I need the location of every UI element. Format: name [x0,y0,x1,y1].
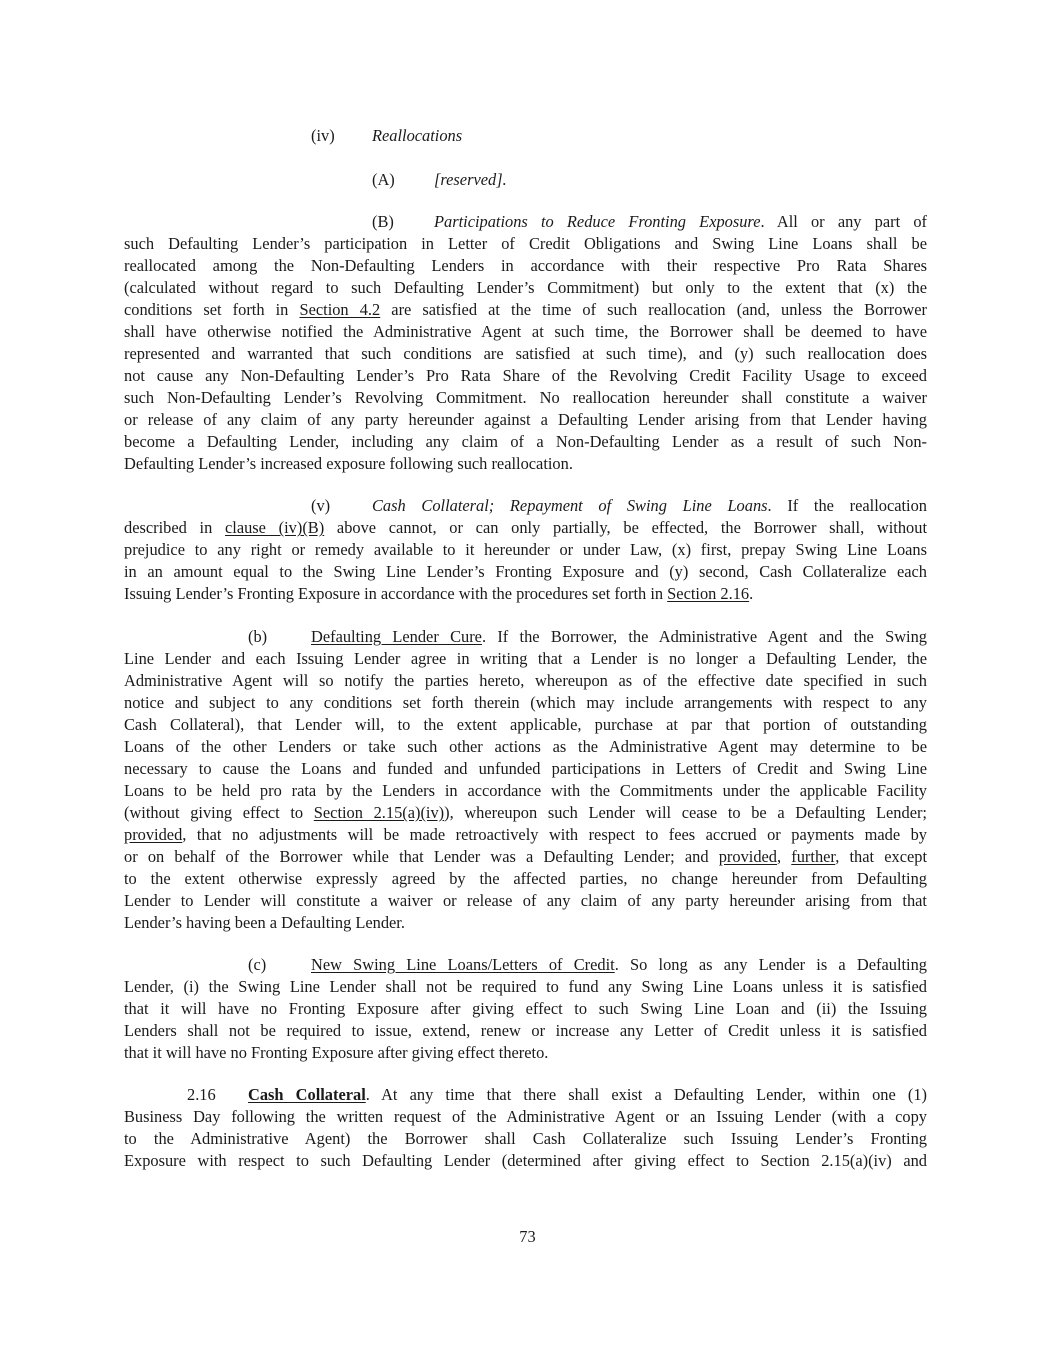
line-text: . [749,584,754,603]
paragraph-b-line-9 [124,802,927,824]
clause-text: [reserved]. [434,170,507,189]
clause-number: (c) [248,955,267,974]
line-text: conditions set forth in [124,300,300,319]
defined-term: provided [718,847,777,866]
paragraph-b-line-4: notice and subject to any conditions set forth therein (which may include arrangements with respect to any [124,693,927,712]
line-text: or on behalf of the Borrower while that Lender was a Defaulting Lender; and [124,847,719,866]
defined-term: further [791,847,836,866]
paragraph-c-line-2: Lender, (i) the Swing Line Lender shall not be required to fund any Swing Line Loans unless it is satisfied [124,977,927,996]
line-rest: . If the reallocation [767,496,927,515]
line-text: (without giving effect to [124,803,314,822]
cross-reference-link: Section 4.2 [299,300,381,319]
paragraph-b-line-7: necessary to cause the Loans and funded and unfunded participations in Letters of Credit and Swing Line [124,759,927,778]
line-text [248,1084,927,1106]
section-2-16-line-2: Business Day following the written request of the Administrative Agent or an Issuing Lender (with a copy [124,1107,927,1126]
line-text [311,954,927,976]
clause-number: (v) [311,496,331,515]
section-title: Defaulting Lender Cure [311,627,482,646]
section-title: Cash Collateral [248,1085,366,1104]
defined-term: provided [124,825,183,844]
line-text [372,495,927,517]
paragraph-v-line-2 [124,517,927,539]
paragraph-b-line-2: Line Lender and each Issuing Lender agree in writing that a Lender is no longer a Defaulting Lender, the [124,649,927,668]
line-text: above cannot, or can only partially, be effected, the Borrower shall, without [324,518,927,537]
clause-number: (b) [248,627,268,646]
paragraph-c-line-3: that it will have no Fronting Exposure after giving effect to such Swing Line Loan and (ii) the Issuing [124,999,927,1018]
line-rest: . If the Borrower, the Administrative Agent and the Swing [481,627,927,646]
paragraph-B-line-3: reallocated among the Non-Defaulting Lenders in accordance with their respective Pro Rata Shares [124,256,927,275]
line-text: , that no adjustments will be made retroactively with respect to fees accrued or payments made by [182,825,927,844]
line-text: , that except [835,847,928,866]
paragraph-B-line-2: such Defaulting Lender’s participation in Letter of Credit Obligations and Swing Line Loans shall be [124,234,927,253]
clause-number: (B) [372,212,394,231]
paragraph-v-line-4: in an amount equal to the Swing Line Lender’s Fronting Exposure and (y) second, Cash Collateralize each [124,562,927,581]
paragraph-b-line-3: Administrative Agent will so notify the parties hereto, whereupon as of the effective date specified in such [124,671,927,690]
paragraph-B-line-6: shall have otherwise notified the Administrative Agent at such time, the Borrower shall be deemed to have [124,322,927,341]
paragraph-c-line-5: that it will have no Fronting Exposure after giving effect thereto. [124,1043,549,1062]
paragraph-v-line-3: prejudice to any right or remedy available to it hereunder or under Law, (x) first, prepay Swing Line Loans [124,540,927,559]
page-number: 73 [519,1227,536,1246]
paragraph-B-line-8: not cause any Non-Defaulting Lender’s Pro Rata Share of the Revolving Credit Facility Usage to exceed [124,366,927,385]
line-text: ), whereupon such Lender will cease to be a Defaulting Lender; [444,803,927,822]
section-2-16-line-3: to the Administrative Agent) the Borrower shall Cash Collateralize such Issuing Lender’s Fronting [124,1129,927,1148]
paragraph-v-line-5 [124,583,927,605]
line-text: , [777,847,792,866]
paragraph-B-line-10: or release of any claim of any party hereunder against a Defaulting Lender arising from that Lender having [124,410,927,429]
line-text [434,211,927,233]
line-text: described in [124,518,225,537]
paragraph-b-line-10 [124,824,927,846]
clause-title: Reallocations [372,126,463,145]
paragraph-B-line-9: such Non-Defaulting Lender’s Revolving Commitment. No reallocation hereunder shall constitute a waiver [124,388,927,407]
paragraph-B-line-4: (calculated without regard to such Defaulting Lender’s Commitment) but only to the extent that (x) the [124,278,927,297]
line-text: are satisfied at the time of such reallocation (and, unless the Borrower [380,300,927,319]
section-title: New Swing Line Loans/Letters of Credit [311,955,615,974]
clause-title: Cash Collateral; Repayment of Swing Line Loans [372,496,768,515]
paragraph-b-line-8: Loans to be held pro rata by the Lenders in accordance with the Commitments under the applicable Facility [124,781,927,800]
section-number: 2.16 [187,1085,216,1104]
cross-reference-link: Section 2.15(a)(iv) [313,803,445,822]
section-2-16-line-4: Exposure with respect to such Defaulting Lender (determined after giving effect to Section 2.15(a)(iv) and [124,1151,927,1170]
line-rest: . At any time that there shall exist a Defaulting Lender, within one (1) [365,1085,927,1104]
paragraph-b-line-5: Cash Collateral), that Lender will, to the extent applicable, purchase at par that portion of outstanding [124,715,927,734]
paragraph-B-line-7: represented and warranted that such conditions are satisfied at such time), and (y) such reallocation does [124,344,927,363]
clause-title: Participations to Reduce Fronting Exposure [434,212,761,231]
paragraph-b-line-6: Loans of the other Lenders or take such other actions as the Administrative Agent may determine to be [124,737,927,756]
paragraph-b-line-12: to the extent otherwise expressly agreed by the affected parties, no change hereunder from Defaulting [124,869,927,888]
line-rest: . All or any part of [760,212,927,231]
paragraph-B-line-5 [124,299,927,321]
line-text [311,626,927,648]
paragraph-B-line-11: become a Defaulting Lender, including any claim of a Non-Defaulting Lender as a result of such Non- [124,432,927,451]
cross-reference-link: clause (iv)(B) [225,518,325,537]
clause-number: (iv) [311,126,335,145]
clause-number: (A) [372,170,395,189]
paragraph-c-line-4: Lenders shall not be required to issue, extend, renew or increase any Letter of Credit unless it is satisfied [124,1021,927,1040]
paragraph-b-line-11 [124,846,927,868]
paragraph-b-line-14: Lender’s having been a Defaulting Lender. [124,913,405,932]
paragraph-B-line-12: Defaulting Lender’s increased exposure following such reallocation. [124,454,573,473]
line-rest: . So long as any Lender is a Defaulting [614,955,928,974]
paragraph-b-line-13: Lender to Lender will constitute a waiver or release of any claim of any party hereunder arising from that [124,891,927,910]
cross-reference-link: Section 2.16 [667,584,750,603]
line-text: Issuing Lender’s Fronting Exposure in accordance with the procedures set forth in [124,584,668,603]
